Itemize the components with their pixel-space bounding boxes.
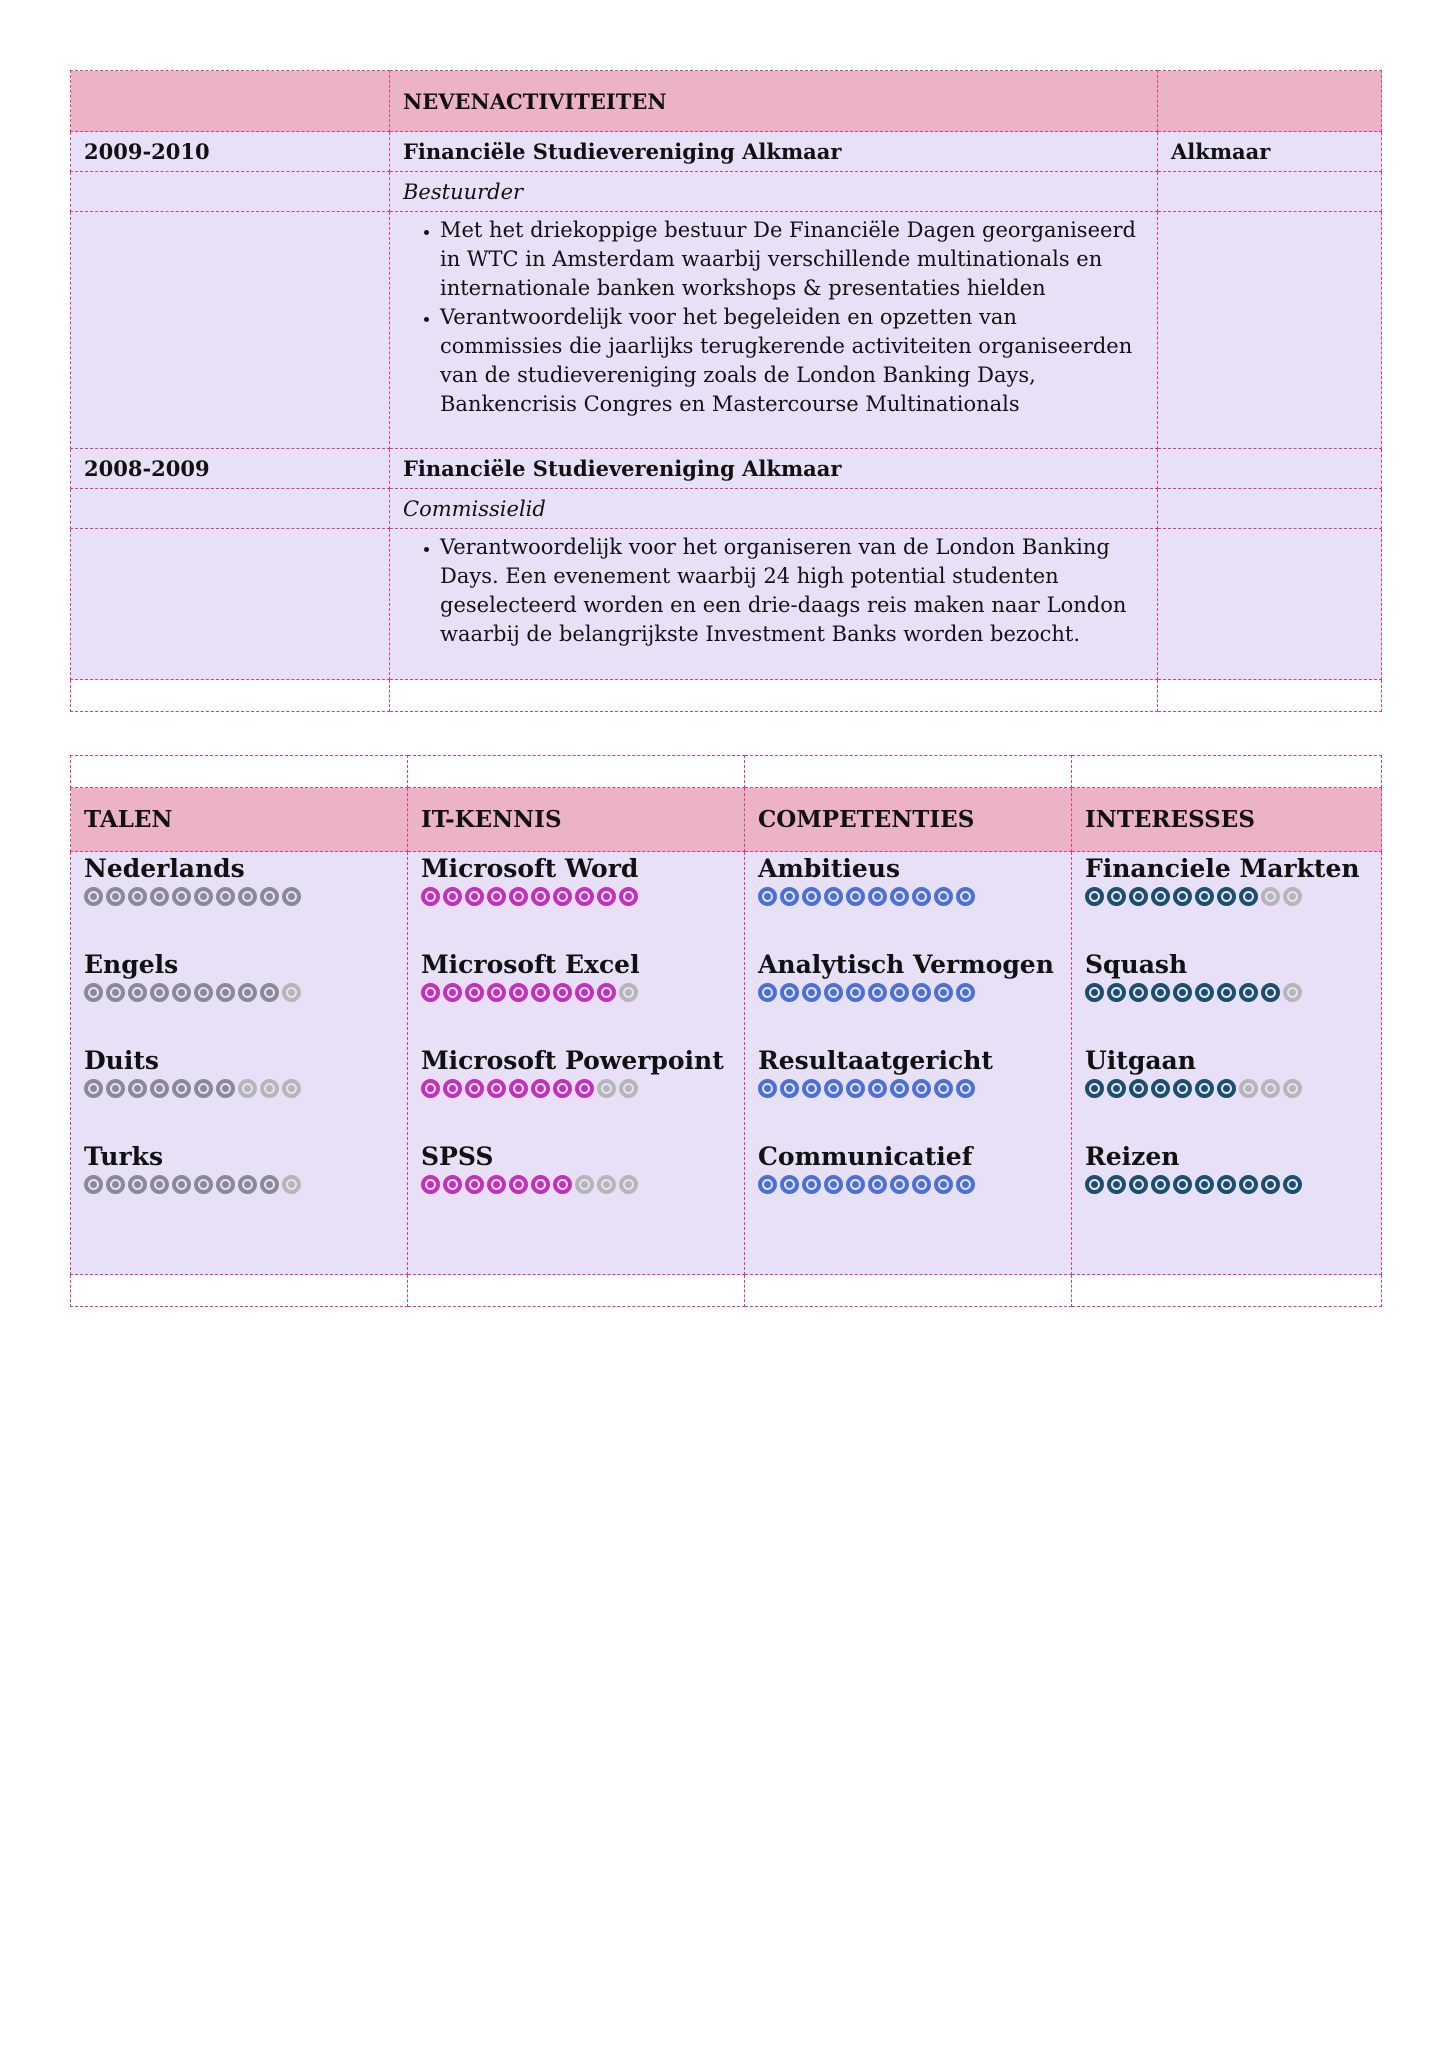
rating-dot-filled-icon bbox=[128, 983, 147, 1002]
skill-rating bbox=[84, 1079, 394, 1098]
rating-dot-empty-icon bbox=[260, 1079, 279, 1098]
skills-header-row bbox=[71, 788, 1382, 852]
rating-dot-filled-icon bbox=[509, 983, 528, 1002]
skill-rating bbox=[758, 1175, 1058, 1194]
rating-dot-filled-icon bbox=[238, 983, 257, 1002]
activities-header-row bbox=[71, 71, 1382, 132]
rating-dot-filled-icon bbox=[443, 1079, 462, 1098]
rating-dot-filled-icon bbox=[912, 1079, 931, 1098]
rating-dot-filled-icon bbox=[465, 1079, 484, 1098]
skill-rating bbox=[1085, 1079, 1368, 1098]
rating-dot-filled-icon bbox=[1239, 983, 1258, 1002]
activity-bullet: • Met het driekoppige bestuur De Financiële Dagen georganiseerd in WTC in Amsterdam waarbij verschillende multinationals en internationale banken workshops & presentaties hielden bbox=[440, 216, 1144, 303]
rating-dot-filled-icon bbox=[128, 1079, 147, 1098]
rating-dot-filled-icon bbox=[1151, 1079, 1170, 1098]
rating-dot-filled-icon bbox=[465, 983, 484, 1002]
activities-header: NEVENACTIVITEITEN bbox=[390, 71, 1158, 132]
rating-dot-empty-icon bbox=[597, 1079, 616, 1098]
rating-dot-filled-icon bbox=[934, 983, 953, 1002]
rating-dot-filled-icon bbox=[487, 983, 506, 1002]
activity-role-row bbox=[71, 489, 1382, 529]
rating-dot-filled-icon bbox=[553, 983, 572, 1002]
skill-rating bbox=[758, 983, 1058, 1002]
rating-dot-filled-icon bbox=[443, 983, 462, 1002]
rating-dot-filled-icon bbox=[443, 887, 462, 906]
rating-dot-empty-icon bbox=[575, 1175, 594, 1194]
rating-dot-filled-icon bbox=[912, 983, 931, 1002]
rating-dot-filled-icon bbox=[597, 983, 616, 1002]
rating-dot-filled-icon bbox=[780, 1175, 799, 1194]
skill-item bbox=[1085, 950, 1368, 1046]
rating-dot-empty-icon bbox=[1283, 1079, 1302, 1098]
rating-dot-filled-icon bbox=[802, 983, 821, 1002]
rating-dot-filled-icon bbox=[106, 887, 125, 906]
skill-item bbox=[758, 1046, 1058, 1142]
rating-dot-filled-icon bbox=[260, 887, 279, 906]
rating-dot-filled-icon bbox=[465, 1175, 484, 1194]
rating-dot-filled-icon bbox=[531, 1079, 550, 1098]
rating-dot-filled-icon bbox=[846, 887, 865, 906]
skills-column bbox=[1072, 852, 1382, 1275]
rating-dot-empty-icon bbox=[1261, 1079, 1280, 1098]
rating-dot-filled-icon bbox=[172, 983, 191, 1002]
skills-column bbox=[71, 852, 408, 1275]
rating-dot-filled-icon bbox=[1129, 1079, 1148, 1098]
skill-name: Microsoft Powerpoint bbox=[421, 1046, 724, 1075]
activity-organization: Financiële Studievereniging Alkmaar bbox=[390, 132, 1158, 172]
rating-dot-filled-icon bbox=[1217, 1175, 1236, 1194]
rating-dot-filled-icon bbox=[106, 1175, 125, 1194]
activity-location bbox=[1158, 449, 1382, 489]
rating-dot-filled-icon bbox=[1085, 887, 1104, 906]
rating-dot-filled-icon bbox=[956, 887, 975, 906]
skill-item bbox=[758, 854, 1058, 950]
rating-dot-filled-icon bbox=[84, 983, 103, 1002]
skill-item bbox=[1085, 1046, 1368, 1142]
rating-dot-filled-icon bbox=[1173, 887, 1192, 906]
rating-dot-empty-icon bbox=[238, 1079, 257, 1098]
rating-dot-filled-icon bbox=[1195, 1079, 1214, 1098]
rating-dot-filled-icon bbox=[1107, 983, 1126, 1002]
rating-dot-filled-icon bbox=[1173, 1175, 1192, 1194]
rating-dot-filled-icon bbox=[172, 1175, 191, 1194]
rating-dot-filled-icon bbox=[868, 1175, 887, 1194]
rating-dot-filled-icon bbox=[150, 983, 169, 1002]
rating-dot-empty-icon bbox=[597, 1175, 616, 1194]
skills-column-header: TALEN bbox=[71, 788, 408, 852]
rating-dot-filled-icon bbox=[260, 1175, 279, 1194]
skill-rating bbox=[84, 983, 394, 1002]
rating-dot-filled-icon bbox=[282, 887, 301, 906]
activity-bullets bbox=[403, 216, 1144, 419]
rating-dot-filled-icon bbox=[84, 1079, 103, 1098]
rating-dot-filled-icon bbox=[802, 1175, 821, 1194]
skill-name: Duits bbox=[84, 1046, 159, 1075]
rating-dot-filled-icon bbox=[780, 983, 799, 1002]
skill-rating bbox=[1085, 1175, 1368, 1194]
rating-dot-filled-icon bbox=[194, 1079, 213, 1098]
rating-dot-filled-icon bbox=[194, 887, 213, 906]
skill-name: Microsoft Excel bbox=[421, 950, 640, 979]
skill-name: Engels bbox=[84, 950, 179, 979]
rating-dot-filled-icon bbox=[619, 887, 638, 906]
skill-rating bbox=[758, 1079, 1058, 1098]
rating-dot-filled-icon bbox=[824, 1175, 843, 1194]
skill-name: Squash bbox=[1085, 950, 1188, 979]
rating-dot-filled-icon bbox=[531, 983, 550, 1002]
skill-item bbox=[84, 1046, 394, 1142]
rating-dot-filled-icon bbox=[128, 887, 147, 906]
rating-dot-filled-icon bbox=[1129, 1175, 1148, 1194]
rating-dot-filled-icon bbox=[758, 983, 777, 1002]
rating-dot-filled-icon bbox=[553, 1079, 572, 1098]
rating-dot-filled-icon bbox=[128, 1175, 147, 1194]
rating-dot-filled-icon bbox=[531, 887, 550, 906]
rating-dot-filled-icon bbox=[1129, 887, 1148, 906]
rating-dot-filled-icon bbox=[531, 1175, 550, 1194]
skill-rating bbox=[421, 1079, 731, 1098]
rating-dot-filled-icon bbox=[1195, 887, 1214, 906]
rating-dot-empty-icon bbox=[282, 1175, 301, 1194]
skills-column bbox=[745, 852, 1072, 1275]
rating-dot-empty-icon bbox=[282, 983, 301, 1002]
rating-dot-filled-icon bbox=[1261, 983, 1280, 1002]
skill-item bbox=[421, 1142, 731, 1238]
skill-rating bbox=[84, 1175, 394, 1194]
skill-item bbox=[421, 1046, 731, 1142]
activity-location: Alkmaar bbox=[1158, 132, 1382, 172]
activity-role: Commissielid bbox=[390, 489, 1158, 529]
rating-dot-filled-icon bbox=[1195, 1175, 1214, 1194]
rating-dot-filled-icon bbox=[1239, 887, 1258, 906]
rating-dot-filled-icon bbox=[934, 1079, 953, 1098]
rating-dot-filled-icon bbox=[487, 1079, 506, 1098]
skill-rating bbox=[1085, 887, 1368, 906]
rating-dot-filled-icon bbox=[802, 887, 821, 906]
activity-period: 2009-2010 bbox=[71, 132, 390, 172]
rating-dot-filled-icon bbox=[846, 983, 865, 1002]
rating-dot-empty-icon bbox=[282, 1079, 301, 1098]
rating-dot-empty-icon bbox=[1283, 983, 1302, 1002]
rating-dot-filled-icon bbox=[575, 983, 594, 1002]
skill-item bbox=[84, 1142, 394, 1238]
activity-description-row bbox=[71, 529, 1382, 680]
rating-dot-filled-icon bbox=[238, 1175, 257, 1194]
rating-dot-filled-icon bbox=[868, 1079, 887, 1098]
rating-dot-filled-icon bbox=[216, 983, 235, 1002]
rating-dot-filled-icon bbox=[1085, 1175, 1104, 1194]
skill-item bbox=[1085, 1142, 1368, 1238]
blank-row bbox=[71, 1275, 1382, 1307]
rating-dot-empty-icon bbox=[1261, 887, 1280, 906]
activity-period: 2008-2009 bbox=[71, 449, 390, 489]
rating-dot-filled-icon bbox=[1283, 1175, 1302, 1194]
skill-item bbox=[421, 950, 731, 1046]
rating-dot-empty-icon bbox=[1239, 1079, 1258, 1098]
skill-rating bbox=[421, 1175, 731, 1194]
skills-body-row bbox=[71, 852, 1382, 1275]
rating-dot-empty-icon bbox=[619, 1079, 638, 1098]
rating-dot-filled-icon bbox=[172, 1079, 191, 1098]
rating-dot-filled-icon bbox=[1217, 983, 1236, 1002]
rating-dot-filled-icon bbox=[956, 983, 975, 1002]
rating-dot-filled-icon bbox=[150, 1079, 169, 1098]
skill-name: Nederlands bbox=[84, 854, 245, 883]
rating-dot-filled-icon bbox=[1239, 1175, 1258, 1194]
activity-bullet: • Verantwoordelijk voor het organiseren van de London Banking Days. Een evenement waarbij 24 high potential studenten geselecteerd worden en een drie-daags reis maken naar London waarbij de belangrijkste Investment Banks worden bezocht. bbox=[440, 533, 1144, 649]
rating-dot-filled-icon bbox=[890, 983, 909, 1002]
skill-name: Financiele Markten bbox=[1085, 854, 1360, 883]
activity-row bbox=[71, 449, 1382, 489]
skill-rating bbox=[84, 887, 394, 906]
rating-dot-filled-icon bbox=[890, 1079, 909, 1098]
rating-dot-filled-icon bbox=[106, 983, 125, 1002]
rating-dot-filled-icon bbox=[553, 1175, 572, 1194]
rating-dot-filled-icon bbox=[597, 887, 616, 906]
activity-role-row bbox=[71, 172, 1382, 212]
skill-name: Turks bbox=[84, 1142, 164, 1171]
skills-column-header: COMPETENTIES bbox=[745, 788, 1072, 852]
rating-dot-filled-icon bbox=[1129, 983, 1148, 1002]
rating-dot-filled-icon bbox=[553, 887, 572, 906]
rating-dot-filled-icon bbox=[465, 887, 484, 906]
rating-dot-filled-icon bbox=[758, 887, 777, 906]
rating-dot-filled-icon bbox=[824, 983, 843, 1002]
rating-dot-filled-icon bbox=[421, 887, 440, 906]
rating-dot-empty-icon bbox=[619, 983, 638, 1002]
rating-dot-filled-icon bbox=[1151, 983, 1170, 1002]
rating-dot-filled-icon bbox=[421, 1175, 440, 1194]
skill-rating bbox=[421, 887, 731, 906]
rating-dot-filled-icon bbox=[1085, 1079, 1104, 1098]
rating-dot-filled-icon bbox=[172, 887, 191, 906]
rating-dot-filled-icon bbox=[84, 1175, 103, 1194]
activity-bullet: • Verantwoordelijk voor het begeleiden en opzetten van commissies die jaarlijks terugkerende activiteiten organiseerden van de studievereniging zoals de London Banking Days, Bankencrisis Congres en Mastercourse Multinationals bbox=[440, 303, 1144, 419]
activity-description-row bbox=[71, 212, 1382, 449]
rating-dot-filled-icon bbox=[443, 1175, 462, 1194]
rating-dot-filled-icon bbox=[1151, 1175, 1170, 1194]
rating-dot-filled-icon bbox=[487, 887, 506, 906]
skill-name: Reizen bbox=[1085, 1142, 1180, 1171]
skill-item bbox=[758, 1142, 1058, 1238]
skills-column bbox=[408, 852, 745, 1275]
rating-dot-filled-icon bbox=[194, 1175, 213, 1194]
rating-dot-filled-icon bbox=[238, 887, 257, 906]
skill-rating bbox=[1085, 983, 1368, 1002]
rating-dot-filled-icon bbox=[575, 887, 594, 906]
rating-dot-filled-icon bbox=[868, 887, 887, 906]
activities-table bbox=[70, 70, 1382, 712]
blank-row bbox=[71, 756, 1382, 788]
activity-role: Bestuurder bbox=[390, 172, 1158, 212]
rating-dot-filled-icon bbox=[1085, 983, 1104, 1002]
skill-name: SPSS bbox=[421, 1142, 494, 1171]
rating-dot-filled-icon bbox=[1107, 1079, 1126, 1098]
rating-dot-filled-icon bbox=[106, 1079, 125, 1098]
rating-dot-filled-icon bbox=[1217, 1079, 1236, 1098]
rating-dot-filled-icon bbox=[912, 887, 931, 906]
rating-dot-filled-icon bbox=[150, 887, 169, 906]
rating-dot-filled-icon bbox=[421, 983, 440, 1002]
rating-dot-filled-icon bbox=[509, 1079, 528, 1098]
rating-dot-filled-icon bbox=[890, 1175, 909, 1194]
skill-item bbox=[84, 854, 394, 950]
rating-dot-filled-icon bbox=[780, 887, 799, 906]
activity-bullets bbox=[403, 533, 1144, 649]
skill-item bbox=[758, 950, 1058, 1046]
rating-dot-filled-icon bbox=[509, 887, 528, 906]
rating-dot-filled-icon bbox=[509, 1175, 528, 1194]
rating-dot-filled-icon bbox=[194, 983, 213, 1002]
skills-table bbox=[70, 755, 1382, 1307]
rating-dot-filled-icon bbox=[1173, 983, 1192, 1002]
rating-dot-filled-icon bbox=[216, 887, 235, 906]
skills-column-header: IT-KENNIS bbox=[408, 788, 745, 852]
skill-name: Uitgaan bbox=[1085, 1046, 1196, 1075]
rating-dot-filled-icon bbox=[802, 1079, 821, 1098]
rating-dot-empty-icon bbox=[1283, 887, 1302, 906]
rating-dot-filled-icon bbox=[150, 1175, 169, 1194]
skill-name: Analytisch Vermogen bbox=[758, 950, 1054, 979]
rating-dot-filled-icon bbox=[575, 1079, 594, 1098]
rating-dot-filled-icon bbox=[216, 1079, 235, 1098]
rating-dot-filled-icon bbox=[956, 1079, 975, 1098]
rating-dot-filled-icon bbox=[890, 887, 909, 906]
rating-dot-filled-icon bbox=[846, 1079, 865, 1098]
rating-dot-filled-icon bbox=[1107, 1175, 1126, 1194]
rating-dot-filled-icon bbox=[912, 1175, 931, 1194]
skill-name: Ambitieus bbox=[758, 854, 901, 883]
skill-item bbox=[1085, 854, 1368, 950]
rating-dot-filled-icon bbox=[868, 983, 887, 1002]
rating-dot-filled-icon bbox=[758, 1079, 777, 1098]
skill-rating bbox=[758, 887, 1058, 906]
skill-item bbox=[84, 950, 394, 1046]
rating-dot-filled-icon bbox=[487, 1175, 506, 1194]
rating-dot-filled-icon bbox=[758, 1175, 777, 1194]
rating-dot-filled-icon bbox=[1173, 1079, 1192, 1098]
rating-dot-filled-icon bbox=[780, 1079, 799, 1098]
rating-dot-filled-icon bbox=[1261, 1175, 1280, 1194]
activity-organization: Financiële Studievereniging Alkmaar bbox=[390, 449, 1158, 489]
skills-column-header: INTERESSES bbox=[1072, 788, 1382, 852]
activity-row bbox=[71, 132, 1382, 172]
rating-dot-filled-icon bbox=[260, 983, 279, 1002]
rating-dot-filled-icon bbox=[934, 1175, 953, 1194]
rating-dot-filled-icon bbox=[956, 1175, 975, 1194]
blank-row bbox=[71, 680, 1382, 712]
rating-dot-filled-icon bbox=[1107, 887, 1126, 906]
rating-dot-filled-icon bbox=[84, 887, 103, 906]
rating-dot-filled-icon bbox=[1217, 887, 1236, 906]
rating-dot-filled-icon bbox=[824, 1079, 843, 1098]
skill-name: Communicatief bbox=[758, 1142, 973, 1171]
rating-dot-filled-icon bbox=[824, 887, 843, 906]
rating-dot-filled-icon bbox=[1151, 887, 1170, 906]
rating-dot-filled-icon bbox=[846, 1175, 865, 1194]
rating-dot-filled-icon bbox=[421, 1079, 440, 1098]
skill-rating bbox=[421, 983, 731, 1002]
skill-name: Microsoft Word bbox=[421, 854, 639, 883]
rating-dot-filled-icon bbox=[216, 1175, 235, 1194]
skill-name: Resultaatgericht bbox=[758, 1046, 993, 1075]
rating-dot-filled-icon bbox=[1195, 983, 1214, 1002]
skill-item bbox=[421, 854, 731, 950]
rating-dot-filled-icon bbox=[934, 887, 953, 906]
rating-dot-empty-icon bbox=[619, 1175, 638, 1194]
